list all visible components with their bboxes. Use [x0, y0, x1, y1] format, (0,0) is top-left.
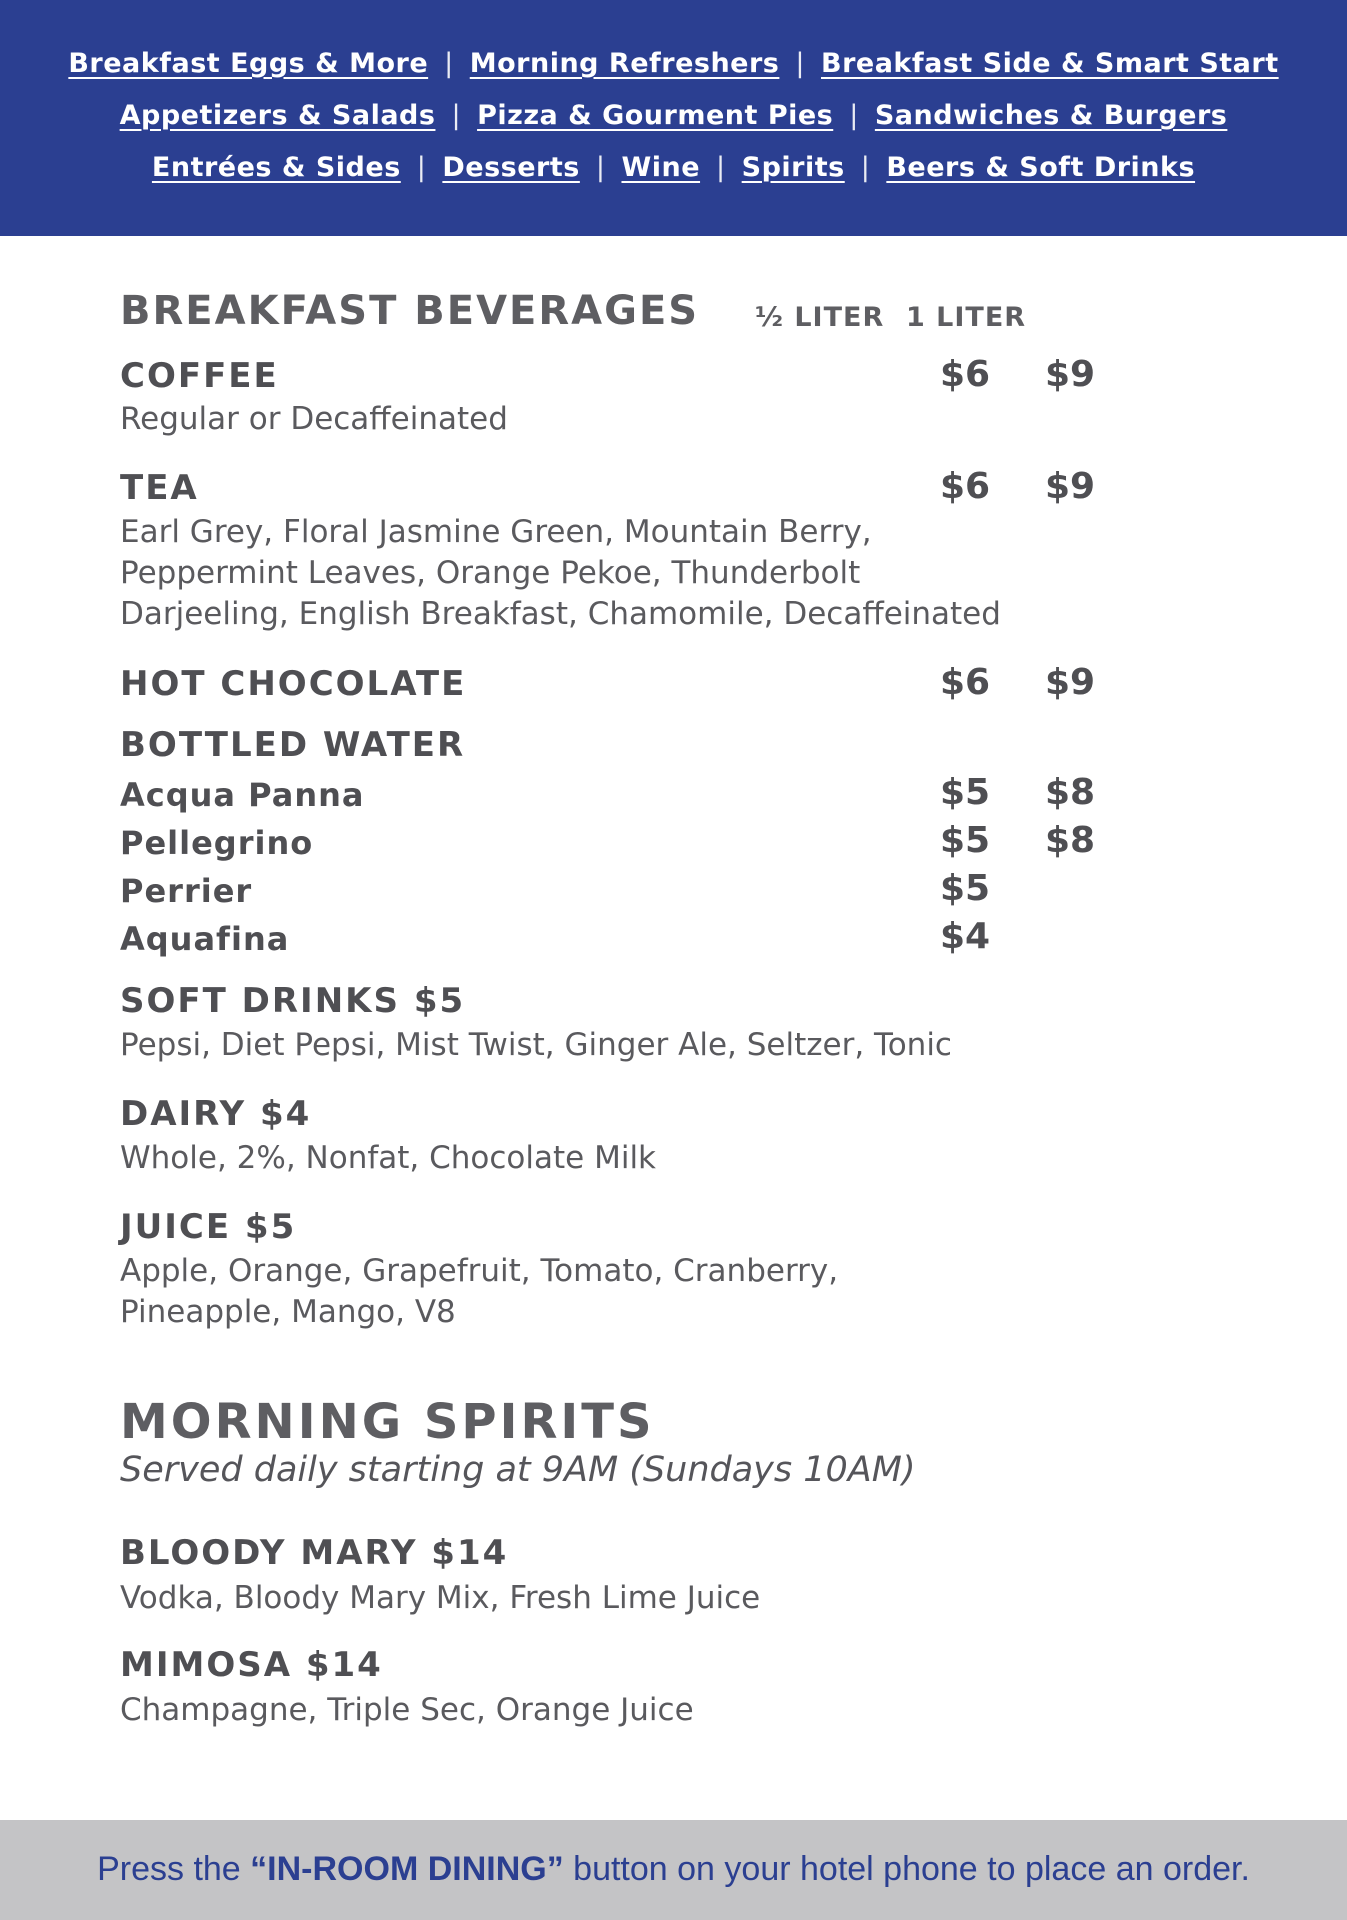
price-pellegrino-half: $5	[940, 820, 991, 861]
price-coffee-full: $9	[1045, 354, 1096, 395]
price-tea-half: $6	[940, 466, 991, 507]
section-subtitle-morning-spirits: Served daily starting at 9AM (Sundays 10AM)	[120, 1450, 916, 1490]
item-desc-soft-drinks: Pepsi, Diet Pepsi, Mist Twist, Ginger Ale, Seltzer, Tonic	[120, 1027, 952, 1063]
nav-row-1	[0, 48, 1347, 79]
footer-prefix: Press the	[97, 1850, 241, 1888]
price-hot-chocolate-half: $6	[940, 662, 991, 703]
nav-link-breakfast-eggs[interactable]: Breakfast Eggs & More	[68, 48, 429, 79]
nav-link-breakfast-side[interactable]: Breakfast Side & Smart Start	[821, 48, 1279, 79]
item-desc-tea-line: Earl Grey, Floral Jasmine Green, Mountain Berry,	[120, 514, 872, 550]
section-title-morning-spirits: MORNING SPIRITS	[120, 1394, 655, 1450]
nav-separator: |	[451, 100, 462, 131]
nav-link-wine[interactable]: Wine	[621, 152, 701, 183]
nav-separator: |	[716, 152, 726, 183]
item-desc-tea-line: Peppermint Leaves, Orange Pekoe, Thunderbolt	[120, 555, 861, 591]
item-name-coffee: COFFEE	[120, 356, 279, 396]
nav-link-pizza[interactable]: Pizza & Gourment Pies	[477, 100, 834, 131]
nav-link-morning-refreshers[interactable]: Morning Refreshers	[469, 48, 780, 79]
nav-separator: |	[849, 100, 859, 131]
size-header-half-liter: ½ LITER	[755, 302, 885, 333]
footer-highlight: “IN-ROOM DINING”	[250, 1850, 564, 1888]
item-name-mimosa: MIMOSA $14	[120, 1645, 383, 1685]
price-aquafina-half: $4	[940, 916, 991, 957]
item-name-bottled-water: BOTTLED WATER	[120, 725, 466, 765]
price-acqua-panna-full: $8	[1045, 772, 1096, 813]
price-tea-full: $9	[1045, 466, 1096, 507]
item-desc-juice-line: Pineapple, Mango, V8	[120, 1294, 456, 1330]
nav-separator: |	[795, 48, 805, 79]
item-name-soft-drinks: SOFT DRINKS $5	[120, 981, 466, 1021]
price-acqua-panna-half: $5	[940, 772, 991, 813]
nav-separator: |	[595, 152, 606, 183]
nav-link-desserts[interactable]: Desserts	[442, 152, 580, 183]
water-name-pellegrino: Pellegrino	[120, 824, 314, 862]
footer-text	[0, 1850, 1347, 1889]
nav-link-spirits[interactable]: Spirits	[741, 152, 845, 183]
size-header-one-liter: 1 LITER	[906, 302, 1027, 333]
item-desc-coffee: Regular or Decaffeinated	[120, 401, 508, 437]
nav-link-sandwiches[interactable]: Sandwiches & Burgers	[874, 100, 1228, 131]
item-desc-dairy: Whole, 2%, Nonfat, Chocolate Milk	[120, 1140, 657, 1176]
price-hot-chocolate-full: $9	[1045, 662, 1096, 703]
menu-content	[0, 236, 1347, 1820]
nav-separator: |	[444, 48, 454, 79]
item-desc-bloody-mary: Vodka, Bloody Mary Mix, Fresh Lime Juice	[120, 1580, 761, 1616]
nav-link-entrees[interactable]: Entrées & Sides	[151, 152, 401, 183]
item-desc-juice-line: Apple, Orange, Grapefruit, Tomato, Cranberry,	[120, 1253, 839, 1289]
nav-separator: |	[416, 152, 427, 183]
water-name-acqua-panna: Acqua Panna	[120, 776, 365, 814]
item-name-hot-chocolate: HOT CHOCOLATE	[120, 664, 467, 704]
nav-row-2	[0, 100, 1347, 131]
item-desc-juice	[120, 1251, 838, 1333]
price-perrier-half: $5	[940, 868, 991, 909]
order-instructions-footer	[0, 1820, 1347, 1920]
nav-link-beers[interactable]: Beers & Soft Drinks	[886, 152, 1196, 183]
item-desc-tea-line: Darjeeling, English Breakfast, Chamomile, Decaffeinated	[120, 596, 1001, 632]
item-name-tea: TEA	[120, 468, 199, 508]
item-name-juice: JUICE $5	[120, 1207, 297, 1247]
nav-row-3	[0, 152, 1347, 183]
price-pellegrino-full: $8	[1045, 820, 1096, 861]
water-name-perrier: Perrier	[120, 872, 253, 910]
item-desc-mimosa: Champagne, Triple Sec, Orange Juice	[120, 1692, 694, 1728]
price-coffee-half: $6	[940, 354, 991, 395]
item-desc-tea	[120, 512, 1001, 635]
nav-separator: |	[860, 152, 871, 183]
water-name-aquafina: Aquafina	[120, 920, 290, 958]
nav-link-appetizers[interactable]: Appetizers & Salads	[119, 100, 436, 131]
footer-suffix: button on your hotel phone to place an order.	[573, 1850, 1250, 1888]
item-name-dairy: DAIRY $4	[120, 1094, 312, 1134]
section-title-breakfast-beverages: BREAKFAST BEVERAGES	[120, 288, 700, 334]
menu-navigation	[0, 0, 1347, 236]
item-name-bloody-mary: BLOODY MARY $14	[120, 1533, 509, 1573]
